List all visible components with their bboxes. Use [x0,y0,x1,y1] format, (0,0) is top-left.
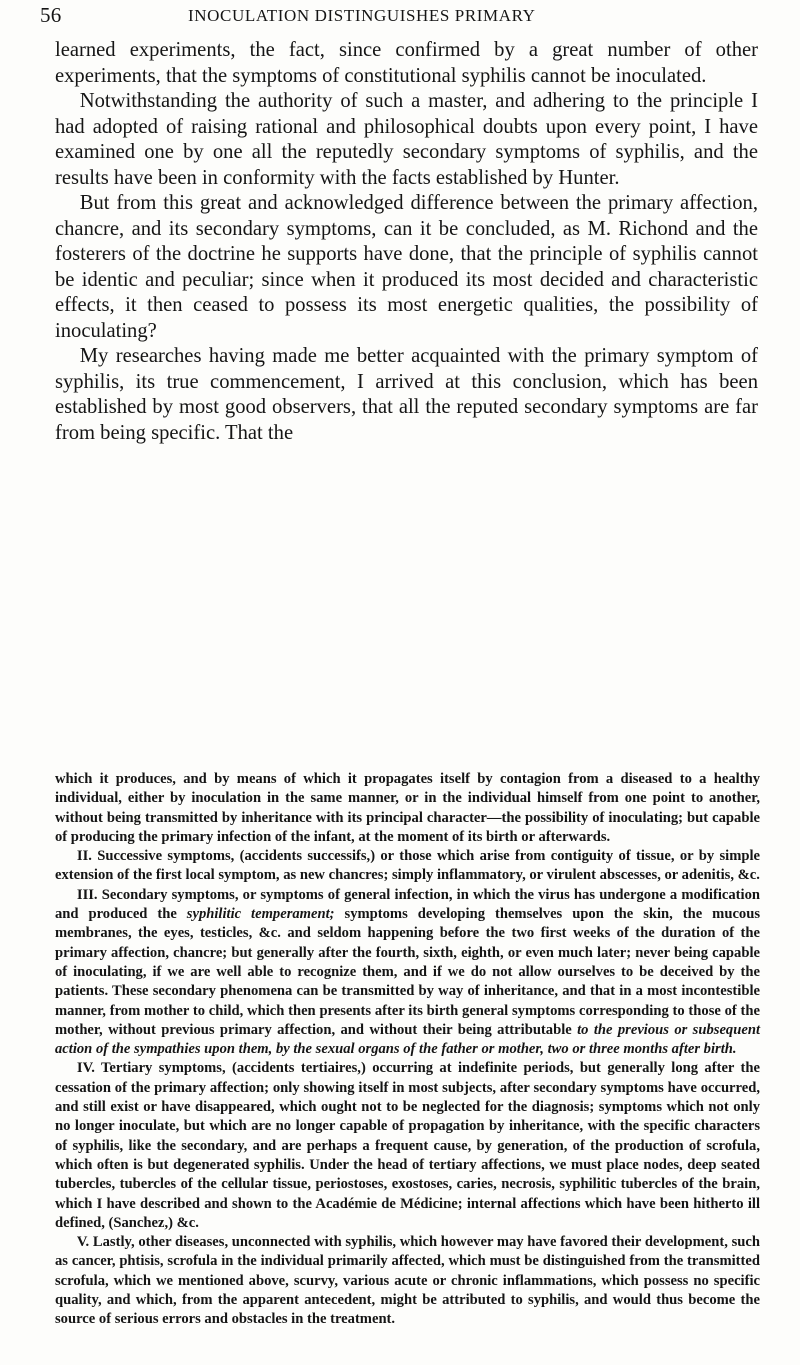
running-title: INOCULATION DISTINGUISHES PRIMARY [188,6,536,25]
running-header [40,3,760,33]
paragraph-4: My researches having made me better acquainted with the primary symptom of syphilis, its true commencement, I arrived at this conclusion, which has been established by most good observers, that all the reputed secondary symptoms are far from being specific. That the [55,345,758,444]
footnote-intro: which it produces, and by means of which it propagates itself by contagion from a diseased to a healthy individual, either by inoculation in the same manner, or in the individual himself from one point to another, without being transmitted by inheritance with its principal character—the possibility of inoculating; but capable of producing the primary infection of the infant, at the moment of its birth or afterwards. [55,771,760,845]
footnote-item-3 [55,886,760,1060]
footnote-item-5: V. Lastly, other diseases, unconnected with syphilis, which however may have favored their development, such as cancer, phtisis, scrofula in the individual primarily affected, which must be distinguished from the transmitted scrofula, which we mentioned above, scurvy, various acute or chronic inflammations, which possess no specific quality, and which, from the apparent antecedent, might be attributed to syphilis, and would thus become the source of serious errors and obstacles in the treatment. [55,1234,760,1328]
paragraph-2: Notwithstanding the authority of such a master, and adhering to the principle I had adopted of raising rational and philosophical doubts upon every point, I have examined one by one all the reputedly secondary symptoms of syphilis, and the results have been in conformity with the facts established by Hunter. [55,90,758,189]
footnote-item-3-emphasis-1: syphilitic temperament; [186,906,335,923]
paragraph-1: learned experiments, the fact, since confirmed by a great number of other experiments, that the symptoms of constitutional syphilis cannot be inoculated. [55,39,758,87]
body-text [55,38,758,446]
footnote-item-3-emphasis-2: to the previous or subsequent action of the sympathies upon them, by the sexual organs of the father or mother, two or three months after birth. [55,1021,760,1058]
footnote-item-3-part-b: symptoms developing themselves upon the skin, the mucous membranes, the eyes, testicles, &c. and seldom happening before the two first weeks of the duration of the primary affection, chancre; but generally after the fourth, sixth, eighth, or even much later; never being capable of inoculating, if we are well able to recognize them, and if we do not allow ourselves to be deceived by the patients. These secondary phenomena can be transmitted by way of inheritance, and that in a most incontestible manner, from mother to child, which then presents after its birth general symptoms corresponding to those of the mother, without previous primary affection, and without their being attributable [55,906,761,1038]
footnote-block [55,770,760,1330]
paragraph-3: But from this great and acknowledged difference between the primary affection, chancre, and its secondary symptoms, can it be concluded, as M. Richond and the fosterers of the doctrine he supports have done, that the principle of syphilis cannot be identic and peculiar; since when it produced its most decided and characteristic effects, it then ceased to possess its most energetic qualities, the possibility of inoculating? [55,192,758,342]
footnote-item-4: IV. Tertiary symptoms, (accidents tertiaires,) occurring at indefinite periods, but generally long after the cessation of the primary affection; only showing itself in most subjects, after secondary symptoms have occurred, and still exist or have disappeared, which ought not to be neglected for the diagnosis; symptoms which not only no longer inoculate, but which are no longer capable of propagation by inheritance, with the specific characters of syphilis, like the secondary, and are perhaps a frequent cause, by generation, of the production of scrofula, which often is but degenerated syphilis. Under the head of tertiary affections, we must place nodes, deep seated tubercles, tubercles of the cellular tissue, periostoses, exostoses, caries, necrosis, syphilitic tubercles of the brain, which I have described and shown to the Académie de Médicine; internal affections which have been hitherto ill defined, (Sanchez,) &c. [55,1060,760,1231]
page-number: 56 [40,3,62,27]
footnote-item-2: II. Successive symptoms, (accidents successifs,) or those which arise from contiguity of tissue, or by simple extension of the first local symptom, as new chancres; simply inflammatory, or virulent abscesses, or adenitis, &c. [55,848,760,884]
footnote-item-3-part-a: III. Secondary symptoms, or symptoms of general infection, in which the virus has undergone a modification and produced the [55,886,760,923]
